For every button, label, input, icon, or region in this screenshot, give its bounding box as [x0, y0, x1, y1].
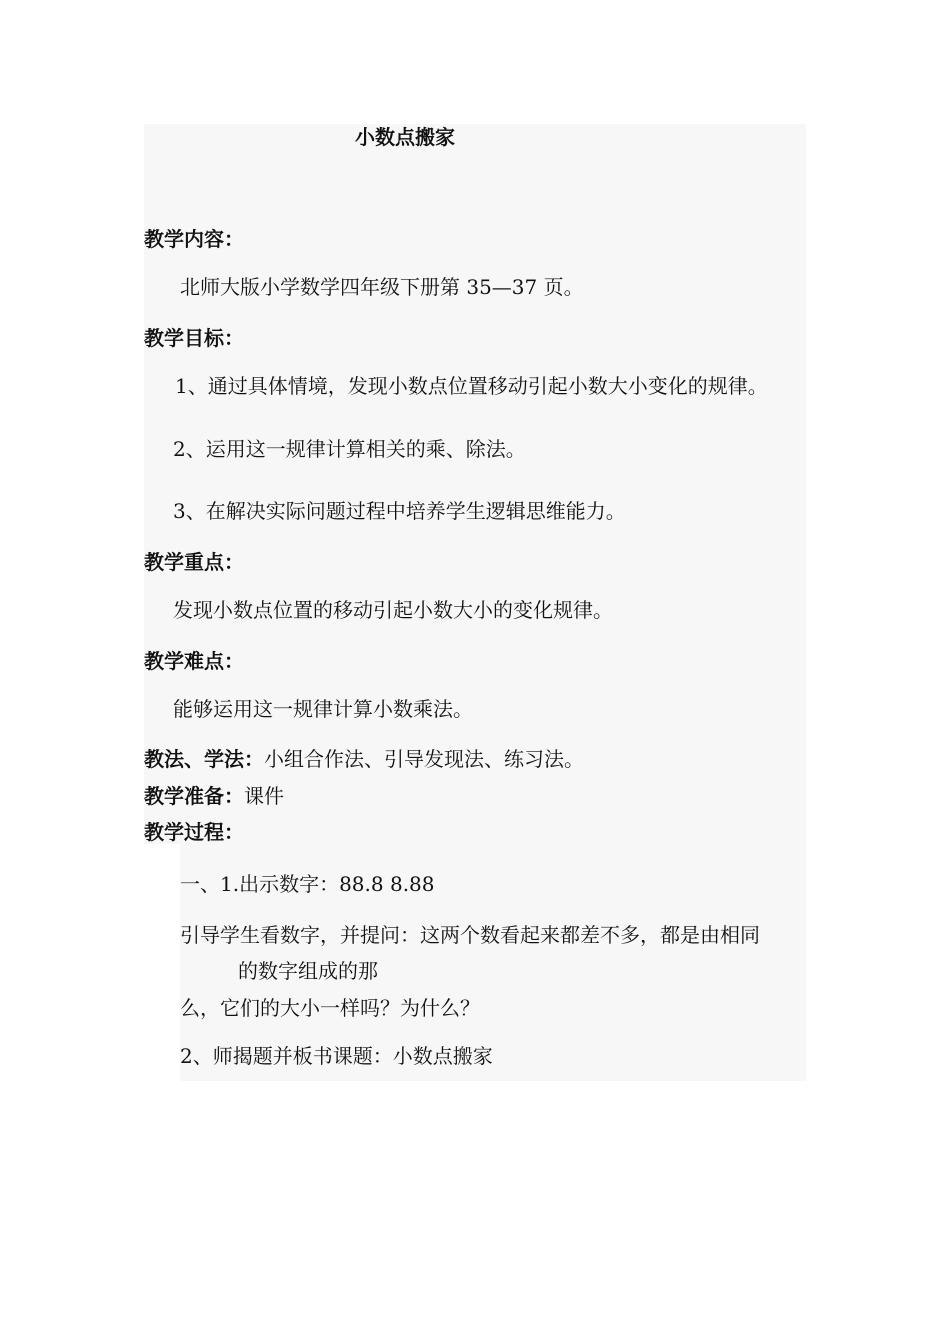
objective-item-2: 2、运用这一规律计算相关的乘、除法。: [173, 437, 526, 461]
process-guide-line-3: 么，它们的大小一样吗？为什么？: [180, 996, 480, 1020]
objective-item-3: 3、在解决实际问题过程中培养学生逻辑思维能力。: [173, 499, 626, 523]
key-point-text: 发现小数点位置的移动引起小数大小的变化规律。: [173, 598, 613, 622]
methods-heading: 教法、学法：: [144, 747, 264, 771]
content-text: 北师大版小学数学四年级下册第 35—37 页。: [180, 275, 584, 299]
page-title: 小数点搬家: [355, 125, 455, 149]
process-guide-line-1: 引导学生看数字，并提问：这两个数看起来都差不多，都是由相同: [180, 923, 760, 947]
preparation-line: [144, 783, 284, 809]
process-step-1: 一、1.出示数字：88.8 8.88: [180, 872, 435, 896]
content-heading: 教学内容：: [144, 227, 244, 251]
objective-item-1: 1、通过具体情境，发现小数点位置移动引起小数大小变化的规律。: [175, 374, 768, 398]
preparation-heading: 教学准备：: [144, 784, 244, 808]
difficulty-text: 能够运用这一规律计算小数乘法。: [173, 697, 473, 721]
key-point-heading: 教学重点：: [144, 550, 244, 574]
process-guide-line-2: 的数字组成的那: [238, 959, 378, 983]
process-heading: 教学过程：: [144, 820, 244, 844]
methods-text: 小组合作法、引导发现法、练习法。: [264, 747, 584, 771]
difficulty-heading: 教学难点：: [144, 649, 244, 673]
preparation-text: 课件: [244, 784, 284, 808]
objectives-heading: 教学目标：: [144, 326, 244, 350]
process-step-2: 2、师揭题并板书课题：小数点搬家: [180, 1044, 493, 1068]
methods-line: [144, 746, 584, 772]
